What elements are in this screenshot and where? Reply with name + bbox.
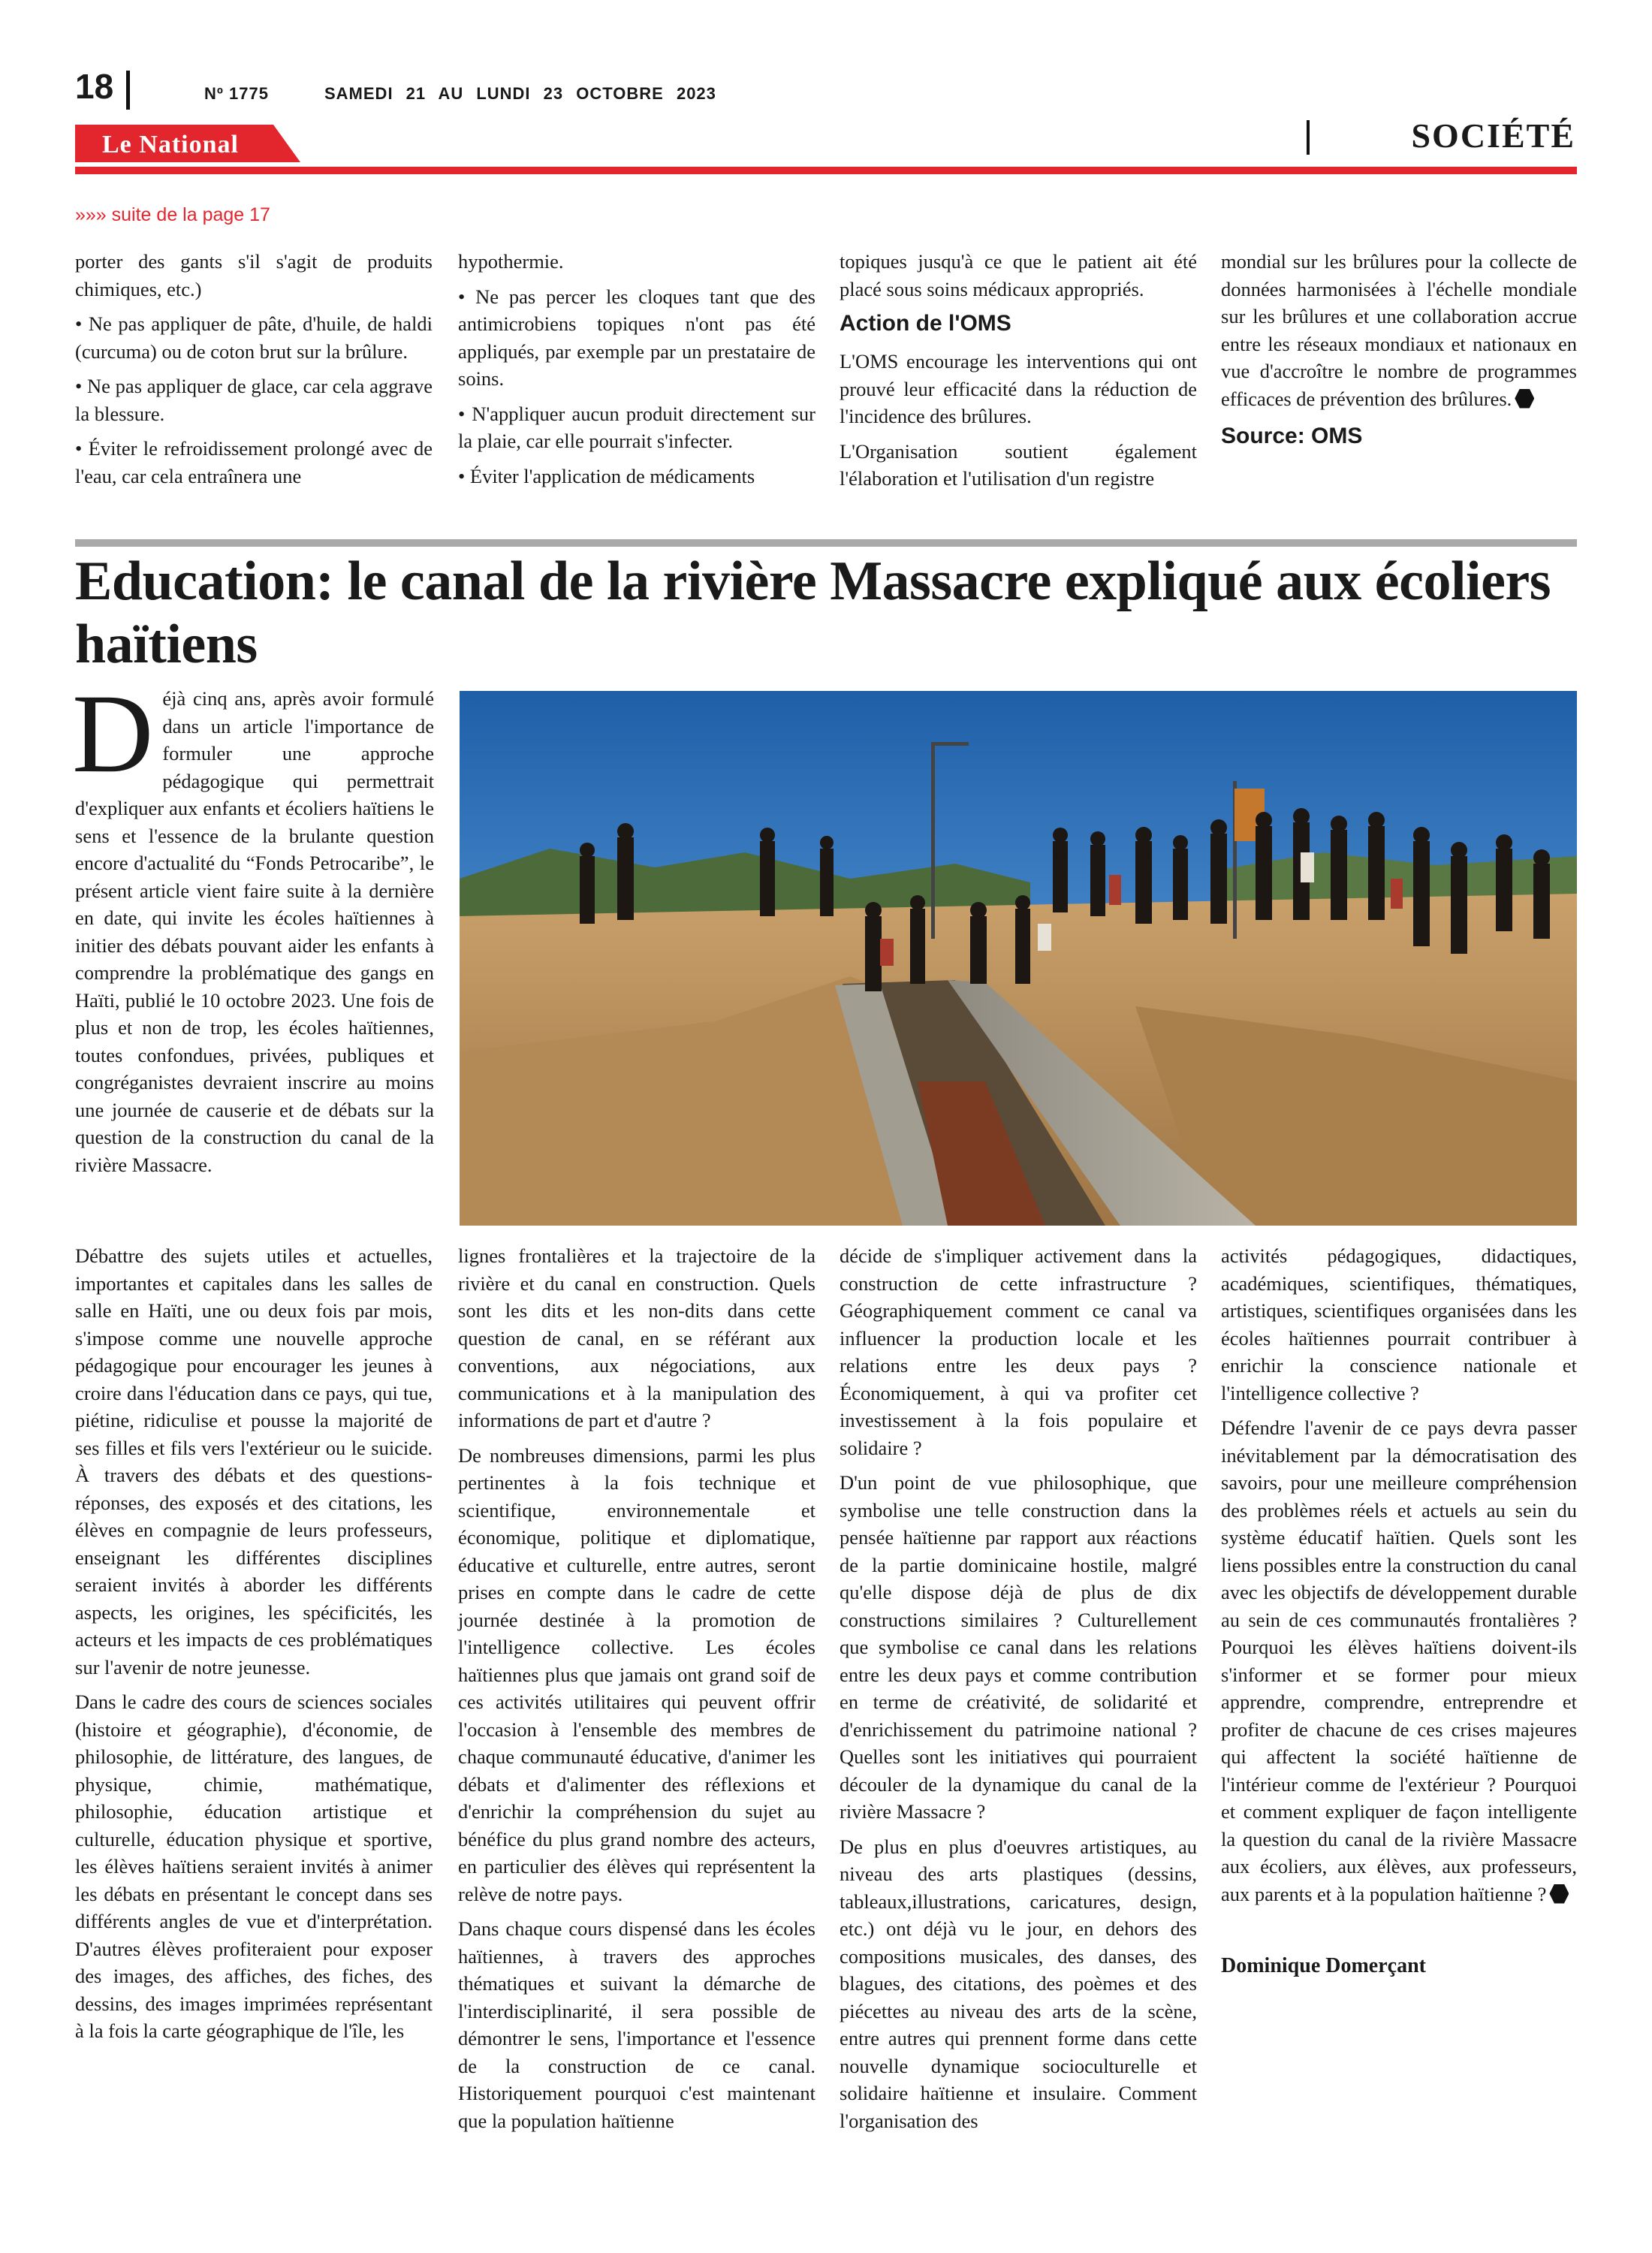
- paragraph: De nombreuses dimensions, parmi les plus pertinentes à la fois technique et scientifique, environnementale et économique, politique et diplomatique, éducative et culturelle, entre autres, seront prises en compte dans le cadre de cette journée destinée à la promotion de l'intelligence collective. Les écoles haïtiennes plus que jamais ont grand soif de ces activités utilitaires qui peuvent offrir l'occasion à l'ensemble des membres de chaque communauté éducative, d'animer les débats et d'alimenter des réflexions et d'enrichir la compréhension du sujet au bénéfice du plus grand nombre des acteurs, en particulier des élèves qui représentent la relève de notre pays.: [458, 1443, 815, 1905]
- paragraph: Débattre des sujets utiles et actuelles, importantes et capitales dans les salles de salle en Haïti, une ou deux fois par mois, s'impose comme une nouvelle approche pédagogique pour encourager les jeunes à croire dans l'éducation dans ce pays, qui tue, piétine, ridiculise et pousse la majorité de ses filles et fils vers l'extérieur ou le suicide. À travers des débats et des questions-réponses, des exposés et des citations, les élèves en compagnie de leurs professeurs, enseignant les différentes disciplines seraient invités à aborder les différents aspects, les origines, les spécificités, les acteurs et les impacts de ces problématiques sur l'avenir de notre jeunesse.: [75, 1244, 433, 1678]
- article-column-4: [1221, 1242, 1577, 1988]
- page-number-divider: [126, 71, 130, 110]
- article-source: Source: OMS: [1221, 424, 1363, 448]
- section-title: SOCIÉTÉ: [1411, 116, 1575, 155]
- newspaper-brand: Le National: [102, 131, 239, 158]
- continued-column-1: [75, 248, 433, 497]
- article-column-1: [75, 1242, 433, 2052]
- paragraph-text: mondial sur les brûlures pour la collecte de données harmonisées à l'échelle mondiale sur les brûlures et une collaboration accrue entre les réseaux mondiaux et nationaux en vue d'accroître le nombre de programmes efficaces de prévention des brûlures.: [1221, 250, 1577, 410]
- paragraph: lignes frontalières et la trajectoire de la rivière et du canal en construction. Quels sont les dits et les non-dits dans cette question de canal, en se référant aux conventions, aux négociations, aux communications et à la manipulation des informations de part et d'autre ?: [458, 1244, 815, 1431]
- paragraph: [1221, 248, 1577, 412]
- author-byline: Dominique Domerçant: [1221, 1954, 1426, 1977]
- header-red-rule: [75, 167, 1577, 174]
- issue-number: Nº 1775: [204, 84, 269, 103]
- bullet-item: • Ne pas percer les cloques tant que des antimicrobiens topiques n'ont pas été appliqués, par exemple par un prestataire de soins.: [458, 285, 815, 390]
- continued-column-4: [1221, 248, 1577, 451]
- continued-from-label: »»» suite de la page 17: [75, 204, 270, 225]
- lead-paragraph: [72, 671, 434, 1178]
- drop-cap: D: [72, 671, 154, 796]
- article-lead: [72, 671, 434, 1178]
- section-divider: [1307, 120, 1310, 155]
- paragraph: Dans le cadre des cours de sciences sociales (histoire et géographie), d'économie, de philosophie, de littérature, des langues, de physique, chimie, mathématique, philosophie, éducation artistique et culturelle, éducation physique et sportive, les élèves haïtiens seraient invités à animer les débats en présentant le concept dans ses différents angles de vue et d'interprétation. D'autres élèves profiteraient pour exposer des images, des affiches, des fiches, des dessins, des images imprimées représentant à la fois la carte géographique de l'île, les: [75, 1691, 433, 2042]
- paragraph: activités pédagogiques, didactiques, académiques, scientifiques, thématiques, artistiques, scientifiques organisées dans les écoles haïtiennes pourrait contribuer à enrichir la conscience nationale et l'intelligence collective ?: [1221, 1244, 1577, 1404]
- article-column-3: [840, 1242, 1197, 2142]
- paragraph: [1221, 1414, 1577, 1908]
- bullet-item: • Éviter le refroidissement prolongé avec de l'eau, car cela entraînera une: [75, 437, 433, 487]
- paragraph-text: Défendre l'avenir de ce pays devra passer inévitablement par la démocratisation des savoirs, pour une meilleure compréhension des problèmes réels et actuels au sein du système éducatif haïtien. Quels sont les liens possibles entre la construction du canal avec les objectifs de développement durable au sein de ces communautés frontalières ? Pourquoi les élèves haïtiens doivent-ils s'informer et se former pour mieux apprendre, comprendre, entreprendre et profiter de chacune de ces crises majeures qui affectent la société haïtienne de l'intérieur comme de l'extérieur ? Pourquoi et comment expliquer de façon intelligente la question du canal de la rivière Massacre aux écoliers, aux élèves, aux professeurs, aux parents et à la population haïtienne ?: [1221, 1416, 1577, 1905]
- paragraph: De plus en plus d'oeuvres artistiques, au niveau des arts plastiques (dessins, tableaux,illustrations, caricatures, design, etc.) ont déjà vu le jour, en dehors des compositions musicales, des danses, des blagues, des citations, des poèmes et des piécettes au niveau des arts de la scène, entre autres qui prennent forme dans cette nouvelle dynamique socioculturelle et solidaire haïtienne et insulaire. Comment l'organisation des: [840, 1835, 1197, 2132]
- article-column-2: [458, 1242, 815, 2142]
- paragraph: topiques jusqu'à ce que le patient ait été placé sous soins médicaux appropriés.: [840, 250, 1197, 300]
- paragraph: L'OMS encourage les interventions qui ont prouvé leur efficacité dans la réduction de l'incidence des brûlures.: [840, 350, 1197, 427]
- bullet-item: • N'appliquer aucun produit directement sur la plaie, car elle pourrait s'infecter.: [458, 402, 815, 452]
- issue-date: SAMEDI 21 AU LUNDI 23 OCTOBRE 2023: [324, 84, 716, 103]
- end-of-article-icon: [1549, 1884, 1569, 1904]
- page-number: 18: [75, 67, 114, 106]
- continued-column-3: [840, 248, 1197, 500]
- paragraph: D'un point de vue philosophique, que symbolise une telle construction dans la pensée haïtienne par rapport aux réactions de la partie dominicaine hostile, malgré qu'elle dispose déjà de plus de dix constructions similaires ? Culturellement que symbolise ce canal dans les relations entre les deux pays et comme contribution en terme de créativité, de solidarité et d'enrichissement du patrimoine national ? Quelles sont les initiatives qui pourraient découler de la dynamique du canal de la rivière Massacre ?: [840, 1471, 1197, 1823]
- bullet-item: • Éviter l'application de médicaments: [458, 464, 755, 487]
- subheading: Action de l'OMS: [840, 311, 1011, 336]
- paragraph: L'Organisation soutient également l'élaboration et l'utilisation d'un registre: [840, 439, 1197, 490]
- continued-column-2: [458, 248, 815, 497]
- paragraph: Dans chaque cours dispensé dans les écoles haïtiennes, à travers des approches thématiques et suivant la démarche de l'interdisciplinarité, il sera possible de démontrer le sens, l'importance et l'essence de la construction de ce canal. Historiquement pourquoi c'est maintenant que la population haïtienne: [458, 1917, 815, 2132]
- article-headline: Education: le canal de la rivière Massacre expliqué aux écoliers haïtiens: [75, 550, 1551, 675]
- paragraph: décide de s'impliquer activement dans la construction de cette infrastructure ? Géographiquement comment ce canal va influencer la production locale et les relations entre les deux pays ? Économiquement, à qui va profiter cet investissement à la fois populaire et solidaire ?: [840, 1244, 1197, 1459]
- end-of-article-icon: [1515, 389, 1534, 409]
- article-photo: [460, 691, 1577, 1226]
- article-separator: [75, 539, 1577, 547]
- paragraph: porter des gants s'il s'agit de produits chimiques, etc.): [75, 250, 433, 300]
- bullet-item: • Ne pas appliquer de glace, car cela aggrave la blessure.: [75, 375, 433, 425]
- bullet-item: • Ne pas appliquer de pâte, d'huile, de haldi (curcuma) ou de coton brut sur la brûlure.: [75, 312, 433, 363]
- lead-text: éjà cinq ans, après avoir formulé dans un article l'importance de formuler une approche pédagogique qui permettrait d'expliquer aux enfants et écoliers haïtiens le sens et l'essence de la brulante question encore d'actualité du “Fonds Petrocaribe”, le présent article vient faire suite à la dernière en date, qui invite les écoles haïtiennes à initier des débats pouvant aider les enfants à comprendre la problématique des gangs en Haïti, publié le 10 octobre 2023. Une fois de plus et non de trop, les écoles haïtiennes, toutes confondues, privées, publiques et congréganistes devraient inscrire au moins une journée de causerie et de débats sur la question de la construction du canal de la rivière Massacre.: [75, 687, 434, 1176]
- paragraph: hypothermie.: [458, 250, 564, 273]
